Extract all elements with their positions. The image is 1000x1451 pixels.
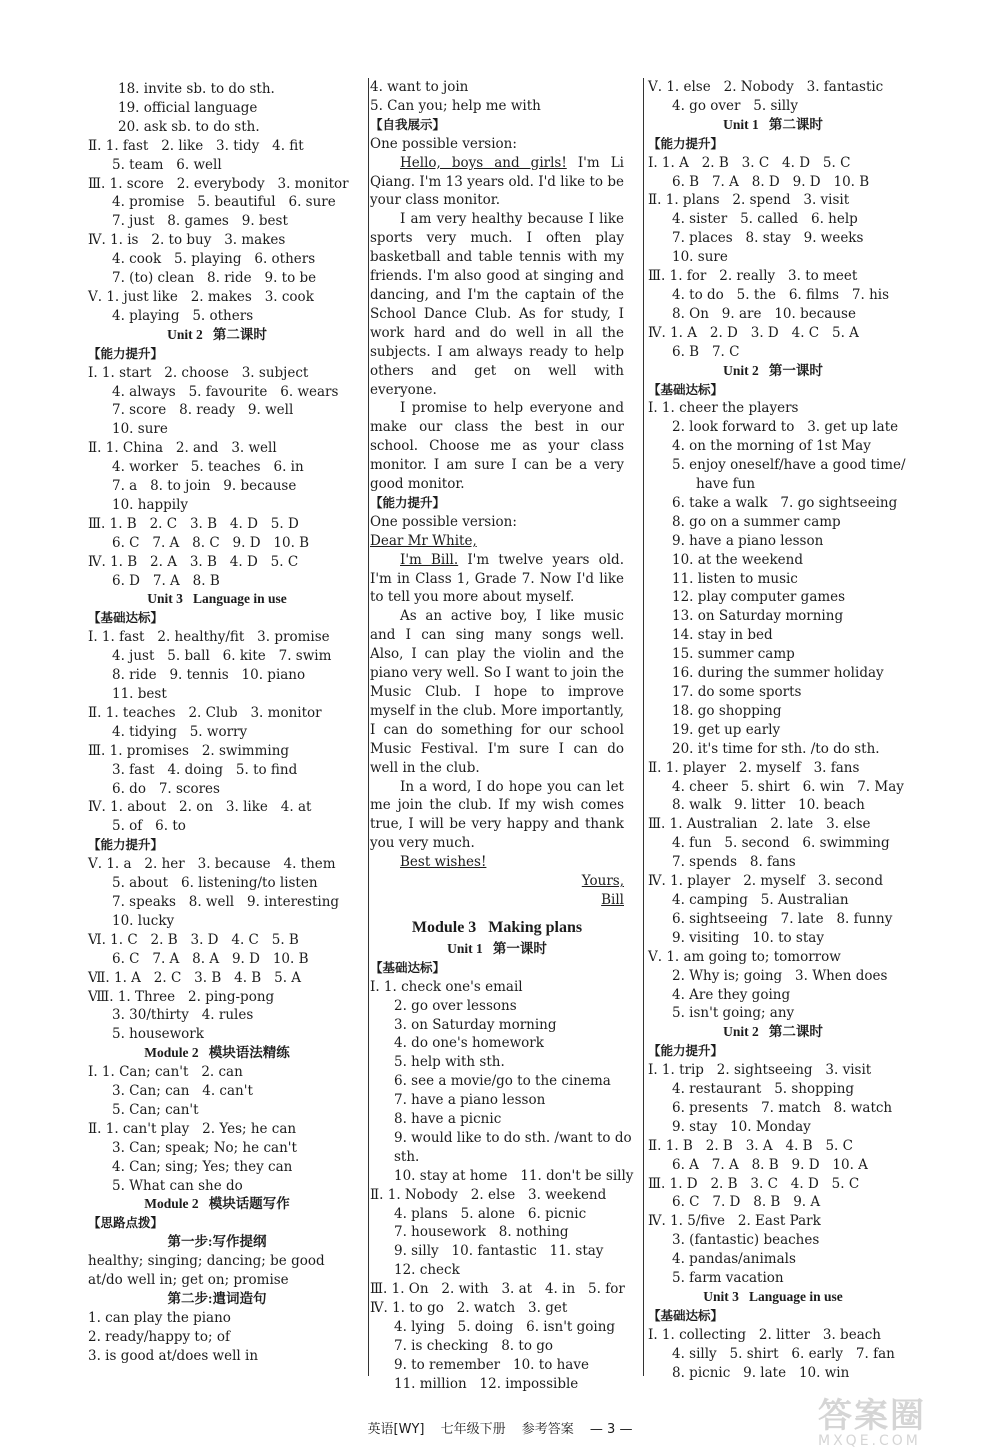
essay-paragraph: I promise to help everyone and make our class the best in our school. Choose me as your class monitor. I am sure I can be a very good monitor. xyxy=(370,400,624,493)
answer-line: Ⅴ. 1. just like 2. makes 3. cook xyxy=(88,288,314,305)
section-heading: Unit 1 第二课时 xyxy=(723,116,823,132)
answer-line: 7. places 8. stay 9. weeks xyxy=(672,230,864,247)
answer-line: Ⅰ. 1. A 2. B 3. C 4. D 5. C xyxy=(648,154,851,171)
answer-line: 9. have a piano lesson xyxy=(672,532,824,549)
essay-paragraph: healthy; singing; dancing; be good xyxy=(88,1253,325,1270)
answer-line: Ⅱ. 1. B 2. B 3. A 4. B 5. C xyxy=(648,1137,853,1154)
answer-line: 4. on the morning of 1st May xyxy=(672,438,871,455)
answer-line: Ⅶ. 1. A 2. C 3. B 4. B 5. A xyxy=(88,969,302,986)
answer-line: Best wishes! xyxy=(400,854,487,871)
section-tag: 【自我展示】 xyxy=(370,116,446,132)
essay-paragraph: I'm Bill. I'm twelve years old. I'm in Class 1, Grade 7. Now I'd like to tell you more about myself. xyxy=(370,551,624,606)
answer-line: 5. farm vacation xyxy=(672,1270,784,1287)
answer-line: 4. pandas/animals xyxy=(672,1251,796,1268)
answer-line: Ⅳ. 1. to go 2. watch 3. get xyxy=(370,1300,568,1317)
answer-line: Ⅱ. 1. can't play 2. Yes; he can xyxy=(88,1120,297,1137)
answer-line: 6. C 7. D 8. B 9. A xyxy=(672,1194,821,1211)
answer-line: Ⅱ. 1. plans 2. spend 3. visit xyxy=(648,192,850,209)
section-heading: Module 2 模块语法精练 xyxy=(144,1045,290,1061)
answer-line: 5. Can you; help me with xyxy=(370,97,541,114)
answer-line: 9. to remember 10. to have xyxy=(394,1356,589,1373)
answer-line: 5. enjoy oneself/have a good time/ xyxy=(672,457,906,474)
answer-line: 3. (fantastic) beaches xyxy=(672,1232,820,1249)
answer-line: 7. speaks 8. well 9. interesting xyxy=(112,893,340,910)
answer-line: 7. housework 8. nothing xyxy=(394,1224,569,1241)
answer-column-right xyxy=(643,78,906,1381)
answer-line: 8. ride 9. tennis 10. piano xyxy=(112,667,306,684)
essay-paragraph: Hello, boys and girls! I'm Li Qiang. I'm 13 years old. I'd like to be your class monitor. xyxy=(370,154,624,209)
answer-line: 6. sightseeing 7. late 8. funny xyxy=(672,910,893,927)
section-tag: 【基础达标】 xyxy=(370,959,446,975)
answer-line: 9. would like to do sth. /want to do xyxy=(394,1129,632,1146)
answer-line: 7. spends 8. fans xyxy=(672,854,796,871)
answer-line: 15. summer camp xyxy=(672,646,795,663)
answer-line: 6. C 7. A 8. C 9. D 10. B xyxy=(112,534,310,551)
answer-line: Ⅳ. 1. A 2. D 3. D 4. C 5. A xyxy=(648,324,859,341)
answer-line: 12. check xyxy=(394,1262,460,1279)
answer-line: 7. just 8. games 9. best xyxy=(112,213,288,230)
section-tag: 【能力提升】 xyxy=(648,1043,724,1059)
section-heading: Unit 2 第二课时 xyxy=(167,326,267,342)
answer-line: 4. lying 5. doing 6. isn't going xyxy=(394,1319,616,1335)
answer-line: 4. cheer 5. shirt 6. win 7. May xyxy=(672,778,904,795)
answer-line: 4. fun 5. second 6. swimming xyxy=(672,835,890,852)
answer-line: 4. playing 5. others xyxy=(112,307,254,324)
answer-line: Ⅲ. 1. D 2. B 3. C 4. D 5. C xyxy=(648,1175,860,1192)
answer-line: at/do well in; get on; promise xyxy=(88,1272,289,1289)
answer-line: 9. silly 10. fantastic 11. stay xyxy=(394,1243,604,1260)
essay-paragraph: As an active boy, I like music and I can sing many songs well. Also, I can play the violin and the piano very well. So I want to join the Music Club. I hope to improve myself in the club. More importantly, I can do something for our school Music Festival. I'm sure I can do well in the club. xyxy=(370,608,624,776)
answer-line: sth. xyxy=(394,1148,420,1165)
answer-line: 8. have a picnic xyxy=(394,1111,502,1128)
answer-line: 6. B 7. A 8. D 9. D 10. B xyxy=(672,173,870,190)
answer-line: Ⅳ. 1. player 2. myself 3. second xyxy=(648,873,884,890)
answer-line: Ⅲ. 1. for 2. really 3. to meet xyxy=(648,268,858,285)
answer-line: Ⅳ. 1. is 2. to buy 3. makes xyxy=(88,232,286,249)
answer-line: 3. 30/thirty 4. rules xyxy=(112,1007,254,1024)
watermark-text: 答案圈 xyxy=(818,1396,926,1436)
section-heading: Unit 3 Language in use xyxy=(703,1289,843,1304)
answer-line: 4. go over 5. silly xyxy=(672,97,798,114)
answer-line: Ⅳ. 1. 5/five 2. East Park xyxy=(648,1213,821,1230)
section-heading: Unit 2 第二课时 xyxy=(723,1024,823,1040)
answer-line: 3. fast 4. doing 5. to find xyxy=(112,761,298,778)
answer-line: Yours, xyxy=(581,873,624,890)
answer-column-middle xyxy=(368,78,634,1392)
section-tag: 【基础达标】 xyxy=(88,610,164,626)
answer-line: 6. presents 7. match 8. watch xyxy=(672,1099,893,1116)
answer-line: 14. stay in bed xyxy=(672,627,773,644)
answer-line: 2. go over lessons xyxy=(394,997,517,1014)
page-number: — 3 — xyxy=(589,1422,633,1437)
answer-line: 5. of 6. to xyxy=(112,818,186,835)
answer-line: 6. do 7. scores xyxy=(112,780,220,797)
footer-grade: 七年级下册 xyxy=(440,1422,506,1437)
answer-line: 4. sister 5. called 6. help xyxy=(672,211,858,228)
answer-line: 8. walk 9. litter 10. beach xyxy=(672,797,865,814)
answer-line: 4. always 5. favourite 6. wears xyxy=(112,383,339,400)
answer-line: 5. about 6. listening/to listen xyxy=(112,875,318,892)
answer-line: 10. stay at home 11. don't be silly xyxy=(394,1167,634,1184)
answer-line: 11. million 12. impossible xyxy=(394,1375,579,1392)
answer-line: One possible version: xyxy=(370,135,517,152)
answer-line: 18. go shopping xyxy=(672,702,782,719)
answer-line: 16. during the summer holiday xyxy=(672,665,884,682)
answer-line: 3. Can; speak; No; he can't xyxy=(112,1139,297,1156)
section-heading: Unit 3 Language in use xyxy=(147,591,287,607)
answer-line: 2. Why is; going 3. When does xyxy=(672,967,888,984)
answer-line: 8. On 9. are 10. because xyxy=(672,305,856,322)
answer-line: 6. take a walk 7. go sightseeing xyxy=(672,494,898,511)
answer-line: 1. can play the piano xyxy=(88,1309,231,1326)
answer-line: 5. What can she do xyxy=(112,1177,243,1194)
section-tag: 【基础达标】 xyxy=(648,1307,724,1323)
answer-line: 5. Can; can't xyxy=(112,1101,199,1118)
answer-line: 4. cook 5. playing 6. others xyxy=(112,251,316,268)
section-heading: Module 3 Making plans xyxy=(411,918,583,936)
answer-line: 4. restaurant 5. shopping xyxy=(672,1081,855,1098)
answer-line: 6. A 7. A 8. B 9. D 10. A xyxy=(672,1156,868,1173)
answer-line: 8. picnic 9. late 10. win xyxy=(672,1364,850,1381)
section-tag: 【能力提升】 xyxy=(88,345,164,361)
answer-line: 12. play computer games xyxy=(672,589,846,606)
answer-line: 7. is checking 8. to go xyxy=(394,1337,554,1354)
answer-line: 4. promise 5. beautiful 6. sure xyxy=(112,194,336,211)
answer-line: 7. have a piano lesson xyxy=(394,1092,546,1109)
answer-line: 3. Can; can 4. can't xyxy=(112,1083,253,1100)
essay-paragraph: In a word, I do hope you can let me join the club. If my wish comes true, I will be very happy and thank you very much. xyxy=(370,778,624,852)
section-tag: 【能力提升】 xyxy=(370,494,446,510)
answer-line: 10. sure xyxy=(112,421,168,438)
answer-line: 19. get up early xyxy=(672,721,781,738)
answer-line: 6. D 7. A 8. B xyxy=(112,572,220,589)
answer-line: 7. score 8. ready 9. well xyxy=(112,402,294,419)
section-heading: Module 2 模块话题写作 xyxy=(144,1196,290,1212)
answer-line: have fun xyxy=(696,476,756,493)
section-tag: 【基础达标】 xyxy=(648,381,724,397)
answer-line: Ⅴ. 1. am going to; tomorrow xyxy=(648,948,841,965)
answer-line: 8. go on a summer camp xyxy=(672,513,841,530)
answer-line: Ⅲ. 1. On 2. with 3. at 4. in 5. for xyxy=(370,1281,625,1298)
answer-line: 6. B 7. C xyxy=(672,343,740,360)
answer-line: 9. visiting 10. to stay xyxy=(672,929,824,946)
answer-line: 4. worker 5. teaches 6. in xyxy=(112,459,304,476)
answer-line: 4. silly 5. shirt 6. early 7. fan xyxy=(672,1345,895,1362)
answer-line: 11. listen to music xyxy=(672,570,798,587)
answer-line: 13. on Saturday morning xyxy=(672,608,844,625)
section-heading: 第二步:遣词造句 xyxy=(167,1291,267,1306)
answer-line: 6. see a movie/go to the cinema xyxy=(394,1073,611,1090)
answer-line: 4. camping 5. Australian xyxy=(672,891,849,908)
answer-line: 18. invite sb. to do sth. xyxy=(118,81,275,97)
answer-line: 4. do one's homework xyxy=(394,1035,544,1052)
answer-line: Ⅱ. 1. China 2. and 3. well xyxy=(88,440,277,457)
section-tag: 【能力提升】 xyxy=(88,837,164,853)
answer-line: 2. ready/happy to; of xyxy=(88,1328,230,1345)
answer-line: Ⅱ. 1. teaches 2. Club 3. monitor xyxy=(88,704,322,721)
section-heading: Unit 1 第一课时 xyxy=(447,940,547,956)
answer-line: Ⅴ. 1. a 2. her 3. because 4. them xyxy=(88,856,336,873)
answer-line: Ⅲ. 1. B 2. C 3. B 4. D 5. D xyxy=(88,515,299,532)
answer-line: Ⅰ. 1. check one's email xyxy=(370,978,523,995)
answer-line: Ⅰ. 1. cheer the players xyxy=(648,400,799,417)
section-tag: 【思路点拨】 xyxy=(88,1215,164,1231)
answer-line: 17. do some sports xyxy=(672,684,802,700)
answer-line: Ⅲ. 1. score 2. everybody 3. monitor xyxy=(88,175,349,192)
answer-line: One possible version: xyxy=(370,513,517,530)
answer-line: 3. is good at/does well in xyxy=(88,1347,259,1364)
answer-line: Ⅵ. 1. C 2. B 3. D 4. C 5. B xyxy=(88,931,299,948)
answer-line: Ⅱ. 1. player 2. myself 3. fans xyxy=(648,759,860,776)
answer-line: Ⅰ. 1. collecting 2. litter 3. beach xyxy=(648,1326,881,1343)
answer-line: Ⅳ. 1. about 2. on 3. like 4. at xyxy=(88,799,312,816)
answer-line: 5. help with sth. xyxy=(394,1054,505,1071)
answer-line: Ⅲ. 1. Australian 2. late 3. else xyxy=(648,816,871,833)
answer-line: 4. plans 5. alone 6. picnic xyxy=(394,1205,587,1222)
answer-line: 5. housework xyxy=(112,1026,204,1043)
answer-line: 7. (to) clean 8. ride 9. to be xyxy=(112,270,317,287)
answer-line: Ⅴ. 1. else 2. Nobody 3. fantastic xyxy=(648,79,884,95)
answer-line: 5. team 6. well xyxy=(112,156,222,173)
footer-subject: 英语[WY] xyxy=(367,1422,425,1437)
answer-line: 19. official language xyxy=(118,99,258,116)
answer-line: Ⅰ. 1. fast 2. healthy/fit 3. promise xyxy=(88,629,330,646)
answer-line: 11. best xyxy=(112,686,167,702)
answer-line: 10. at the weekend xyxy=(672,551,803,568)
answer-line: 4. to do 5. the 6. films 7. his xyxy=(672,286,890,303)
answer-line: 4. tidying 5. worry xyxy=(112,723,248,740)
answer-line: Ⅰ. 1. Can; can't 2. can xyxy=(88,1064,243,1081)
section-heading: Unit 2 第一课时 xyxy=(723,362,823,378)
answer-line: 4. just 5. ball 6. kite 7. swim xyxy=(112,648,332,665)
answer-line: 20. ask sb. to do sth. xyxy=(118,118,260,135)
answer-column-left xyxy=(88,80,349,1366)
answer-line: 6. C 7. A 8. A 9. D 10. B xyxy=(112,950,309,967)
answer-line: Ⅱ. 1. fast 2. like 3. tidy 4. fit xyxy=(88,137,304,154)
answer-line: Ⅲ. 1. promises 2. swimming xyxy=(88,742,290,759)
answer-line: 20. it's time for sth. /to do sth. xyxy=(672,740,880,757)
answer-line: 10. sure xyxy=(672,249,728,266)
answer-line: Ⅰ. 1. trip 2. sightseeing 3. visit xyxy=(648,1062,872,1079)
footer-label: 参考答案 xyxy=(521,1422,574,1437)
answer-line: Ⅳ. 1. B 2. A 3. B 4. D 5. C xyxy=(88,553,299,570)
section-tag: 【能力提升】 xyxy=(648,135,724,151)
answer-line: 7. a 8. to join 9. because xyxy=(112,478,297,495)
answer-line: Ⅰ. 1. start 2. choose 3. subject xyxy=(88,364,309,381)
answer-line: 5. isn't going; any xyxy=(672,1005,795,1022)
answer-line: 10. lucky xyxy=(112,912,175,929)
watermark-url: MXQE.COM xyxy=(818,1433,921,1449)
essay-paragraph: I am very healthy because I like sports very much. I often play basketball and table tennis with my friends. I'm also good at singing and dancing, and I'm the captain of the School Dance Club. As for study, I work hard and do well in all the subjects. I am always ready to help others and get on well with everyone. xyxy=(370,211,624,398)
answer-line: 3. on Saturday morning xyxy=(394,1016,557,1033)
answer-line: Ⅱ. 1. Nobody 2. else 3. weekend xyxy=(370,1186,607,1203)
answer-line: 4. want to join xyxy=(370,79,469,95)
answer-line: Ⅷ. 1. Three 2. ping-pong xyxy=(88,988,275,1005)
answer-line: 9. stay 10. Monday xyxy=(672,1118,811,1135)
answer-line: 2. look forward to 3. get up late xyxy=(672,419,899,436)
section-heading: 第一步:写作提纲 xyxy=(167,1234,267,1250)
answer-line: 4. Are they going xyxy=(672,986,791,1003)
answer-line: 4. Can; sing; Yes; they can xyxy=(112,1158,293,1175)
answer-line: 10. happily xyxy=(112,496,189,513)
watermark-logo xyxy=(818,1398,978,1448)
answer-line: Bill xyxy=(601,891,624,908)
answer-line: Dear Mr White, xyxy=(370,532,477,549)
